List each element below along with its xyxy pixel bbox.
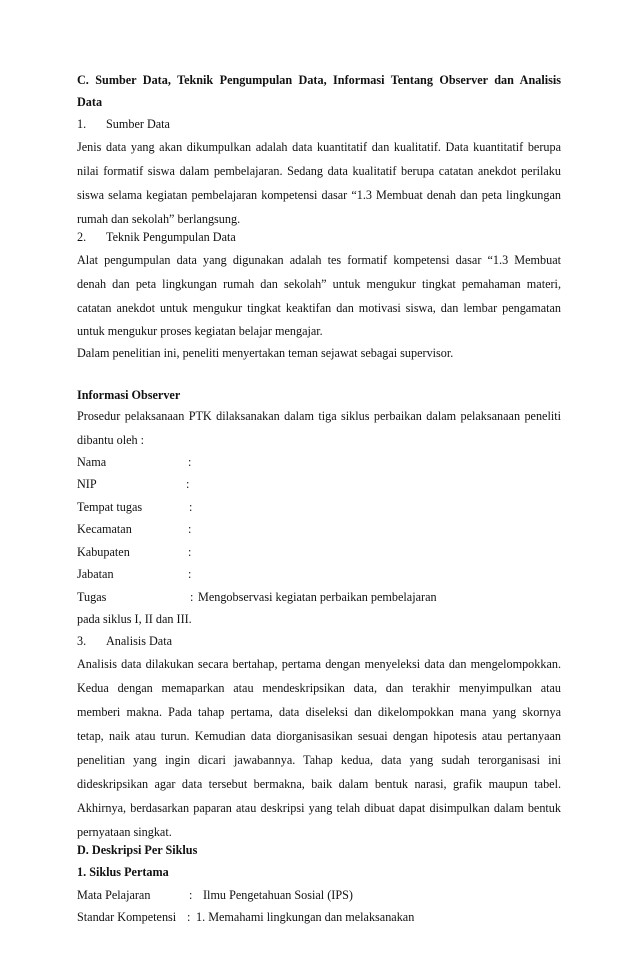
- field-separator: :: [190, 590, 194, 604]
- field-separator: :: [189, 500, 193, 514]
- row-value: 1. Memahami lingkungan dan melaksanakan: [196, 910, 415, 924]
- section-d-subheading: 1. Siklus Pertama: [77, 865, 169, 879]
- section-d-row-standar-kompetensi: [77, 906, 561, 928]
- para-2-last-line: Dalam penelitian ini, peneliti menyertakan teman sejawat sebagai supervisor.: [77, 346, 454, 360]
- item-1-heading: [77, 113, 561, 135]
- observer-field-nip: [77, 473, 561, 495]
- para-1-line: Jenis data yang akan dikumpulkan adalah data kuantitatif dan kualitatif. Data kuantitatif berupa: [77, 140, 561, 154]
- row-value: Ilmu Pengetahuan Sosial (IPS): [203, 888, 353, 902]
- para-3-line: Akhirnya, berdasarkan paparan atau deskripsi yang telah dibuat dapat disimpulkan dalam bentuk: [77, 801, 561, 815]
- item-2-number: 2.: [77, 230, 87, 244]
- item-3-heading: [77, 630, 561, 652]
- row-label: Mata Pelajaran: [77, 888, 151, 902]
- field-separator: :: [188, 545, 192, 559]
- observer-intro-line: Prosedur pelaksanaan PTK dilaksanakan dalam tiga siklus perbaikan dalam pelaksanaan peneliti: [77, 409, 561, 423]
- para-3-line: Analisis data dilakukan secara bertahap, pertama dengan menyeleksi data dan mengelompokkan.: [77, 657, 561, 671]
- item-3-number: 3.: [77, 634, 87, 648]
- field-label: Kecamatan: [77, 522, 132, 536]
- para-3-line: Kedua dengan memaparkan atau mendeskripsikan data, dan terakhir menyimpulkan atau: [77, 681, 561, 695]
- observer-field-tempat-tugas: [77, 496, 561, 518]
- field-separator: :: [188, 455, 192, 469]
- section-d-row-mata-pelajaran: [77, 884, 561, 906]
- item-1-title: Sumber Data: [106, 117, 170, 131]
- para-2-line: Alat pengumpulan data yang digunakan adalah tes formatif kompetensi dasar “1.3 Membuat: [77, 253, 561, 267]
- para-1-line: rumah dan sekolah” berlangsung.: [77, 212, 241, 226]
- field-value: Mengobservasi kegiatan perbaikan pembelajaran: [198, 590, 437, 604]
- field-separator: :: [188, 522, 192, 536]
- para-1-line: siswa selama kegiatan pembelajaran kompetensi dasar “1.3 Membuat denah dan peta lingkungan: [77, 188, 561, 202]
- field-label: Kabupaten: [77, 545, 130, 559]
- item-1-number: 1.: [77, 117, 87, 131]
- para-3-line: memberi makna. Pada tahap pertama, data diseleksi dan dikelompokkan mana yang skornya: [77, 705, 561, 719]
- item-2-title: Teknik Pengumpulan Data: [106, 230, 236, 244]
- observer-intro-line: dibantu oleh :: [77, 433, 145, 447]
- para-3-line: tetap, naik atau turun. Kemudian data diorganisasikan sesuai dengan hipotesis atau pertanyaan: [77, 729, 561, 743]
- field-label: Jabatan: [77, 567, 114, 581]
- item-2-heading: [77, 226, 561, 248]
- section-c-heading-line1: C. Sumber Data, Teknik Pengumpulan Data, Informasi Tentang Observer dan Analisis: [77, 73, 561, 87]
- item-3-title: Analisis Data: [106, 634, 173, 648]
- para-3-line: dideskripsikan agar data tersebut bermakna, baik dalam bentuk narasi, grafik maupun tabel.: [77, 777, 561, 791]
- para-3-line: penelitian yang ingin dicari jawabannya. Tahap kedua, data yang sudah terorganisasi ini: [77, 753, 561, 767]
- observer-field-tugas: [77, 586, 561, 608]
- para-1-line: nilai formatif siswa dalam pembelajaran. Sedang data kualitatif berupa catatan anekdot perilaku: [77, 164, 561, 178]
- row-separator: :: [187, 910, 191, 924]
- row-label: Standar Kompetensi: [77, 910, 177, 924]
- observer-tugas-continuation: pada siklus I, II dan III.: [77, 612, 192, 626]
- field-label: NIP: [77, 477, 97, 491]
- observer-field-nama: [77, 451, 561, 473]
- observer-field-kabupaten: [77, 541, 561, 563]
- field-separator: :: [188, 567, 192, 581]
- section-d-heading: D. Deskripsi Per Siklus: [77, 843, 198, 857]
- field-label: Nama: [77, 455, 107, 469]
- field-label: Tugas: [77, 590, 107, 604]
- field-label: Tempat tugas: [77, 500, 143, 514]
- para-2-line: untuk mengukur proses kegiatan belajar mengajar.: [77, 324, 323, 338]
- section-c-heading-line2: Data: [77, 95, 103, 109]
- field-separator: :: [186, 477, 190, 491]
- row-separator: :: [189, 888, 193, 902]
- para-2-line: denah dan peta lingkungan rumah dan sekolah” untuk mengukur tingkat pemahaman materi,: [77, 277, 561, 291]
- observer-field-kecamatan: [77, 518, 561, 540]
- para-2-line: catatan anekdot untuk mengukur tingkat keaktifan dan motivasi siswa, dan lembar pengamatan: [77, 301, 561, 315]
- observer-heading: Informasi Observer: [77, 388, 181, 402]
- para-3-line: pernyataan singkat.: [77, 825, 172, 839]
- observer-field-jabatan: [77, 563, 561, 585]
